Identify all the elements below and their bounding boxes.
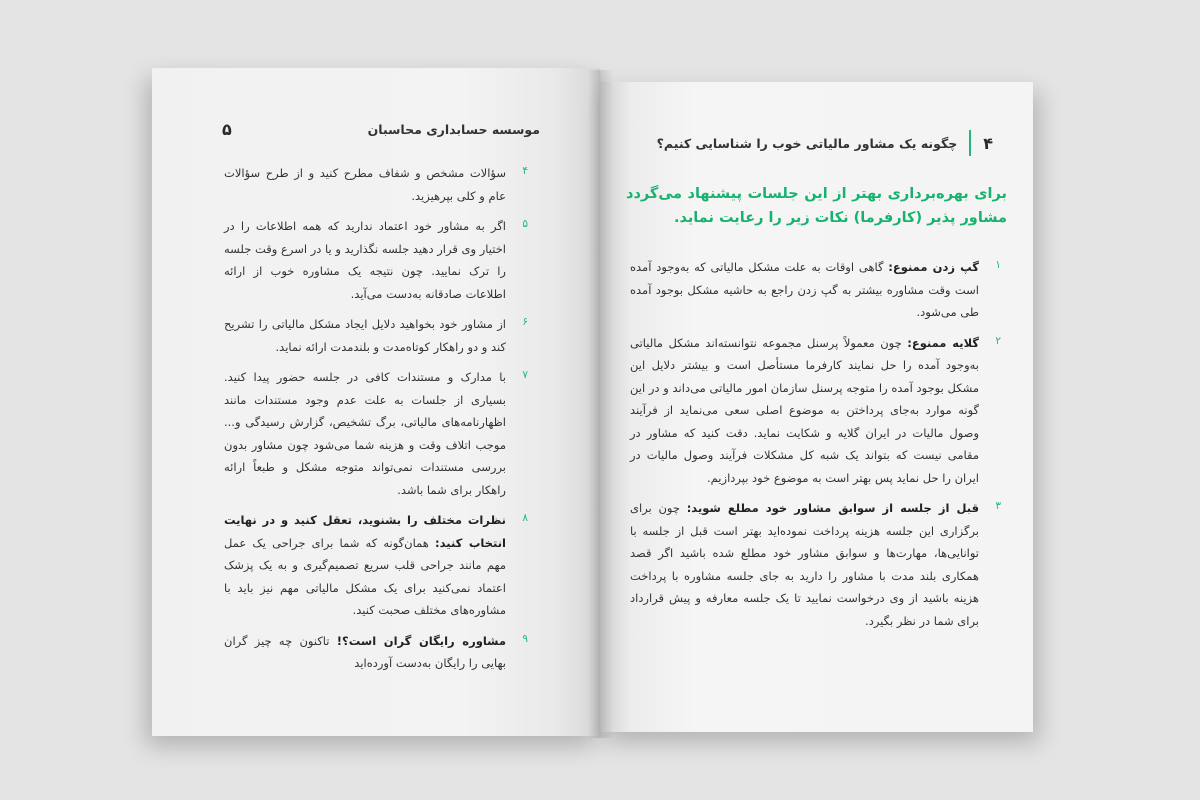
item-number: ۴ — [522, 165, 528, 177]
item-text — [224, 366, 506, 501]
item-number: ۳ — [995, 500, 1001, 512]
right-page — [600, 82, 1033, 732]
item-number: ۹ — [522, 632, 528, 645]
header-accent-bar — [969, 130, 971, 156]
left-page — [152, 68, 600, 736]
right-items-list — [630, 256, 1001, 640]
list-item — [630, 497, 1001, 632]
item-number: ۶ — [522, 316, 528, 328]
item-text — [630, 332, 979, 490]
item-lead: مشاوره رایگان گران است؟! — [336, 633, 506, 648]
item-body: سؤالات مشخص و شفاف مطرح کنید و از طرح سؤالات عام و کلی بپرهیزید. — [224, 166, 506, 203]
item-lead: نظرات مختلف را بشنوید، تعقل کنید و در نهایت انتخاب کنید: — [224, 513, 506, 550]
right-running-head — [640, 130, 993, 156]
list-item — [630, 256, 1001, 324]
item-body: با مدارک و مستندات کافی در جلسه حضور پیدا کنید. بسیاری از جلسات به علت عدم وجود مستندات مانند اظهارنامه‌های مالیاتی، برگ تشخیص، گزارش رسیدگی و... موجب اتلاف وقت و هزینه شما می‌شود چون مشاور بدون بررسی مستندات نمی‌تواند متوجه مشکل و طبعاً ارائه راهکار برای شما باشد. — [224, 370, 506, 497]
left-running-head — [222, 116, 540, 142]
item-lead: گلایه ممنوع: — [907, 335, 979, 350]
list-item — [224, 313, 528, 358]
item-body: چون معمولاً پرسنل مجموعه نتوانسته‌اند مشکل مالیاتی به‌وجود آمده را حل نمایند کارفرما مستأصل است و بیشتر دلایل این مشکل بوجود آمده را متوجه پرسنل سازمان امور مالیاتی می‌داند و در این گونه موارد به‌جای پرداختن به موضوع اصلی سعی می‌نماید از فرآیند وصول مالیات در ایران گلایه و شکایت نماید. دقت کنید که مشاور در مقامی نیست که بتواند یک شبه کل مشکلات فرآیند وصول مالیات در ایران را حل نماید پس بهتر است به موضوع خود بپردازیم. — [630, 335, 979, 485]
item-number: ۱ — [995, 259, 1001, 271]
item-lead: قبل از جلسه از سوابق مشاور خود مطلع شوید: — [686, 501, 979, 515]
item-body: از مشاور خود بخواهید دلایل ایجاد مشکل مالیاتی را تشریح کند و دو راهکار کوتاه‌مدت و بلندمدت ارائه نماید. — [224, 317, 506, 354]
item-body: گاهی اوقات به علت مشکل مالیاتی که به‌وجود آمده است وقت مشاوره بیشتر به گپ زدن راجع به حاشیه مشکل بوجود آمده طی می‌شود. — [630, 260, 979, 319]
list-item — [224, 366, 528, 501]
section-heading: برای بهره‌برداری بهتر از این جلسات پیشنهاد می‌گردد مشاور پذیر (کارفرما) نکات زیر را رعایت نماید. — [626, 186, 1007, 226]
item-number: ۵ — [522, 218, 528, 230]
item-lead: گپ زدن ممنوع: — [888, 260, 979, 274]
list-item — [224, 162, 528, 207]
item-text — [224, 162, 506, 207]
left-page-number: ۵ — [222, 119, 232, 139]
item-text — [630, 497, 979, 632]
right-page-number: ۴ — [983, 133, 993, 153]
list-item — [224, 215, 528, 305]
item-body: چون برای برگزاری این جلسه هزینه پرداخت نموده‌اید بهتر است قبل از جلسه با توانایی‌ها، مهارت‌ها و سوابق مشاور خود مطلع شده باشید اگر قصد همکاری بلند مدت با مشاور را دارید به جای جلسه مشاوره با پرداخت هزینه باشید از وی درخواست نمایید تا یک جلسه معارفه و پیش قرارداد برای شما در نظر بگیرد. — [630, 501, 979, 628]
item-number: ۷ — [522, 369, 528, 381]
left-items-list — [224, 162, 528, 683]
list-item — [224, 509, 528, 622]
item-text — [224, 509, 506, 622]
item-text — [630, 256, 979, 324]
item-text — [224, 313, 506, 358]
item-text — [224, 630, 506, 675]
item-number: ۲ — [995, 334, 1001, 347]
item-body: اگر به مشاور خود اعتماد ندارید که همه اطلاعات را در اختیار وی قرار دهید جلسه نگذارید و یا در اسرع وقت جلسه را ترک نمایید. چون نتیجه یک مشاوره خوب از ارائه اطلاعات صادقانه به‌دست می‌آید. — [224, 219, 506, 301]
item-number: ۸ — [522, 512, 528, 524]
item-body: تاکنون چه چیز گران بهایی را رایگان به‌دست آورده‌اید — [224, 633, 506, 670]
left-header-title: موسسه حسابداری محاسبان — [367, 121, 540, 137]
list-item — [224, 630, 528, 675]
list-item — [630, 332, 1001, 490]
item-body: همان‌گونه که شما برای جراحی یک عمل مهم مانند جراحی قلب سریع تصمیم‌گیری و به یک پزشک اعتماد نمی‌کنید برای یک مشکل مالیاتی مهم نیز باید با مشاوره‌های مختلف صحبت کنید. — [224, 535, 506, 617]
item-text — [224, 215, 506, 305]
right-header-title: چگونه یک مشاور مالیاتی خوب را شناسایی کنیم؟ — [656, 135, 958, 151]
